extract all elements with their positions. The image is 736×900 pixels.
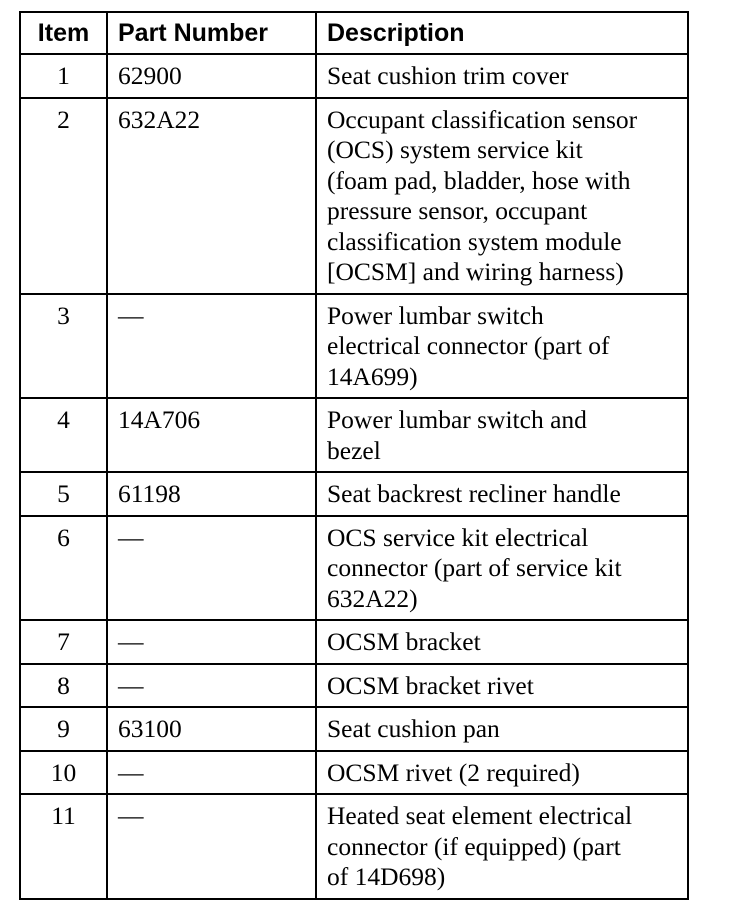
description-line: (foam pad, bladder, hose with <box>327 165 631 195</box>
description-cell <box>316 98 688 294</box>
parts-table <box>19 11 689 900</box>
table-row <box>20 398 688 472</box>
description-cell <box>316 794 688 899</box>
part-number-cell: 62900 <box>107 54 316 98</box>
description-line: of 14D698) <box>327 862 446 891</box>
table-row <box>20 472 688 516</box>
item-number-cell: 8 <box>20 664 107 708</box>
table-row <box>20 620 688 664</box>
table-row <box>20 751 688 795</box>
description-line: pressure sensor, occupant <box>327 196 588 225</box>
description-line: Seat backrest recliner handle <box>327 479 621 508</box>
header-part-number: Part Number <box>107 12 316 54</box>
item-number-cell: 10 <box>20 751 107 795</box>
table-row <box>20 294 688 399</box>
description-line: connector (part of service kit <box>327 553 622 582</box>
part-number-cell: — <box>107 664 316 708</box>
description-line: Seat cushion trim cover <box>327 61 569 90</box>
description-line: OCSM bracket <box>327 627 481 656</box>
description-line: Seat cushion pan <box>327 714 500 743</box>
part-number-cell: 63100 <box>107 707 316 751</box>
table-row <box>20 516 688 621</box>
table-header <box>20 12 688 54</box>
item-number-cell: 6 <box>20 516 107 621</box>
description-cell <box>316 707 688 751</box>
description-line: 14A699) <box>327 361 418 391</box>
description-cell <box>316 472 688 516</box>
part-number-cell: — <box>107 751 316 795</box>
part-number-cell: 14A706 <box>107 398 316 472</box>
table-row <box>20 54 688 98</box>
description-cell <box>316 751 688 795</box>
table-row <box>20 98 688 294</box>
item-number-cell: 4 <box>20 398 107 472</box>
item-number-cell: 7 <box>20 620 107 664</box>
description-cell <box>316 620 688 664</box>
description-line: OCS service kit electrical <box>327 522 589 552</box>
description-line: OCSM rivet (2 required) <box>327 757 580 787</box>
description-line: [OCSM] and wiring harness) <box>327 257 624 286</box>
table-body <box>20 54 688 899</box>
description-cell <box>316 294 688 399</box>
description-line: 632A22) <box>327 583 418 613</box>
description-line: classification system module <box>327 226 622 256</box>
item-number-cell: 5 <box>20 472 107 516</box>
description-cell <box>316 398 688 472</box>
part-number-cell: — <box>107 516 316 621</box>
description-line: connector (if equipped) (part <box>327 831 621 861</box>
description-line: OCSM bracket rivet <box>327 670 534 700</box>
description-line: Occupant classification sensor <box>327 104 638 134</box>
table-row <box>20 707 688 751</box>
header-item: Item <box>20 12 107 54</box>
item-number-cell: 11 <box>20 794 107 899</box>
table-row <box>20 794 688 899</box>
description-cell <box>316 516 688 621</box>
item-number-cell: 2 <box>20 98 107 294</box>
part-number-cell: — <box>107 294 316 399</box>
description-line: Power lumbar switch and <box>327 405 587 434</box>
description-line: (OCS) system service kit <box>327 135 583 164</box>
item-number-cell: 3 <box>20 294 107 399</box>
part-number-cell: 632A22 <box>107 98 316 294</box>
part-number-cell: — <box>107 620 316 664</box>
part-number-cell: 61198 <box>107 472 316 516</box>
description-line: bezel <box>327 435 381 465</box>
table-row <box>20 664 688 708</box>
description-line: Power lumbar switch <box>327 300 544 330</box>
item-number-cell: 1 <box>20 54 107 98</box>
header-row <box>20 12 688 54</box>
part-number-cell: — <box>107 794 316 899</box>
item-number-cell: 9 <box>20 707 107 751</box>
description-line: Heated seat element electrical <box>327 801 633 830</box>
description-line: electrical connector (part of <box>327 331 610 360</box>
description-cell <box>316 54 688 98</box>
header-description: Description <box>316 12 688 54</box>
description-cell <box>316 664 688 708</box>
